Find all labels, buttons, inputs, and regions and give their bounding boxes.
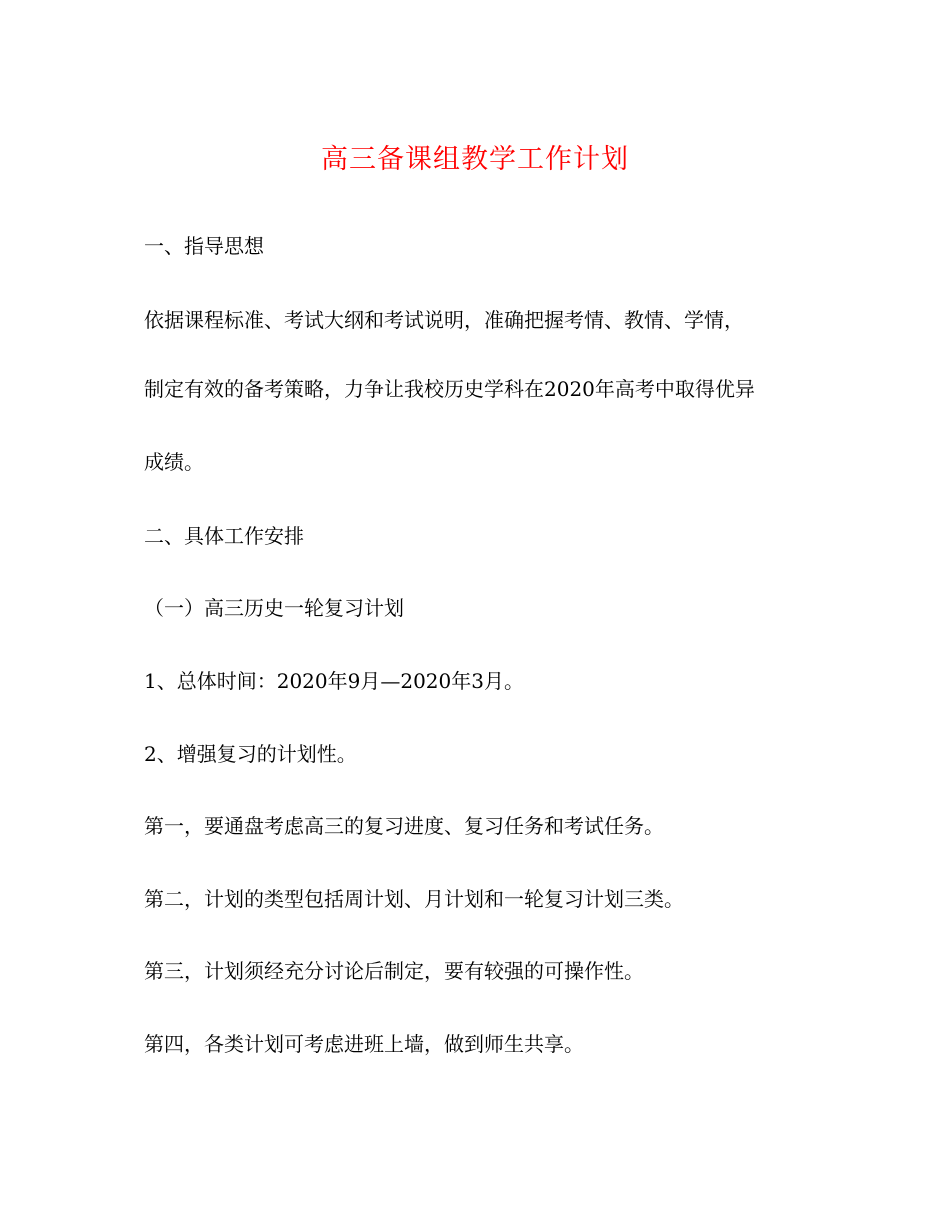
paragraph-line: 制定有效的备考策略，力争让我校历史学科在2020年高考中取得优异 [144, 377, 755, 401]
paragraph-line: 第一，要通盘考虑高三的复习进度、复习任务和考试任务。 [144, 814, 664, 838]
subsection-heading-review-plan: （一）高三历史一轮复习计划 [144, 596, 404, 620]
list-item: 1、总体时间：2020年9月—2020年3月。 [144, 669, 524, 693]
paragraph-line: 第二，计划的类型包括周计划、月计划和一轮复习计划三类。 [144, 887, 684, 911]
paragraph-line: 成绩。 [144, 450, 204, 474]
document-title: 高三备课组教学工作计划 [321, 144, 629, 175]
section-heading-guiding-thought: 一、指导思想 [144, 234, 264, 258]
paragraph-line: 第三，计划须经充分讨论后制定，要有较强的可操作性。 [144, 959, 644, 983]
list-item: 2、增强复习的计划性。 [144, 742, 357, 766]
paragraph-line: 依据课程标准、考试大纲和考试说明，准确把握考情、教情、学情， [144, 308, 744, 332]
section-heading-work-arrangement: 二、具体工作安排 [144, 524, 304, 548]
paragraph-line: 第四，各类计划可考虑进班上墙，做到师生共享。 [144, 1032, 584, 1056]
